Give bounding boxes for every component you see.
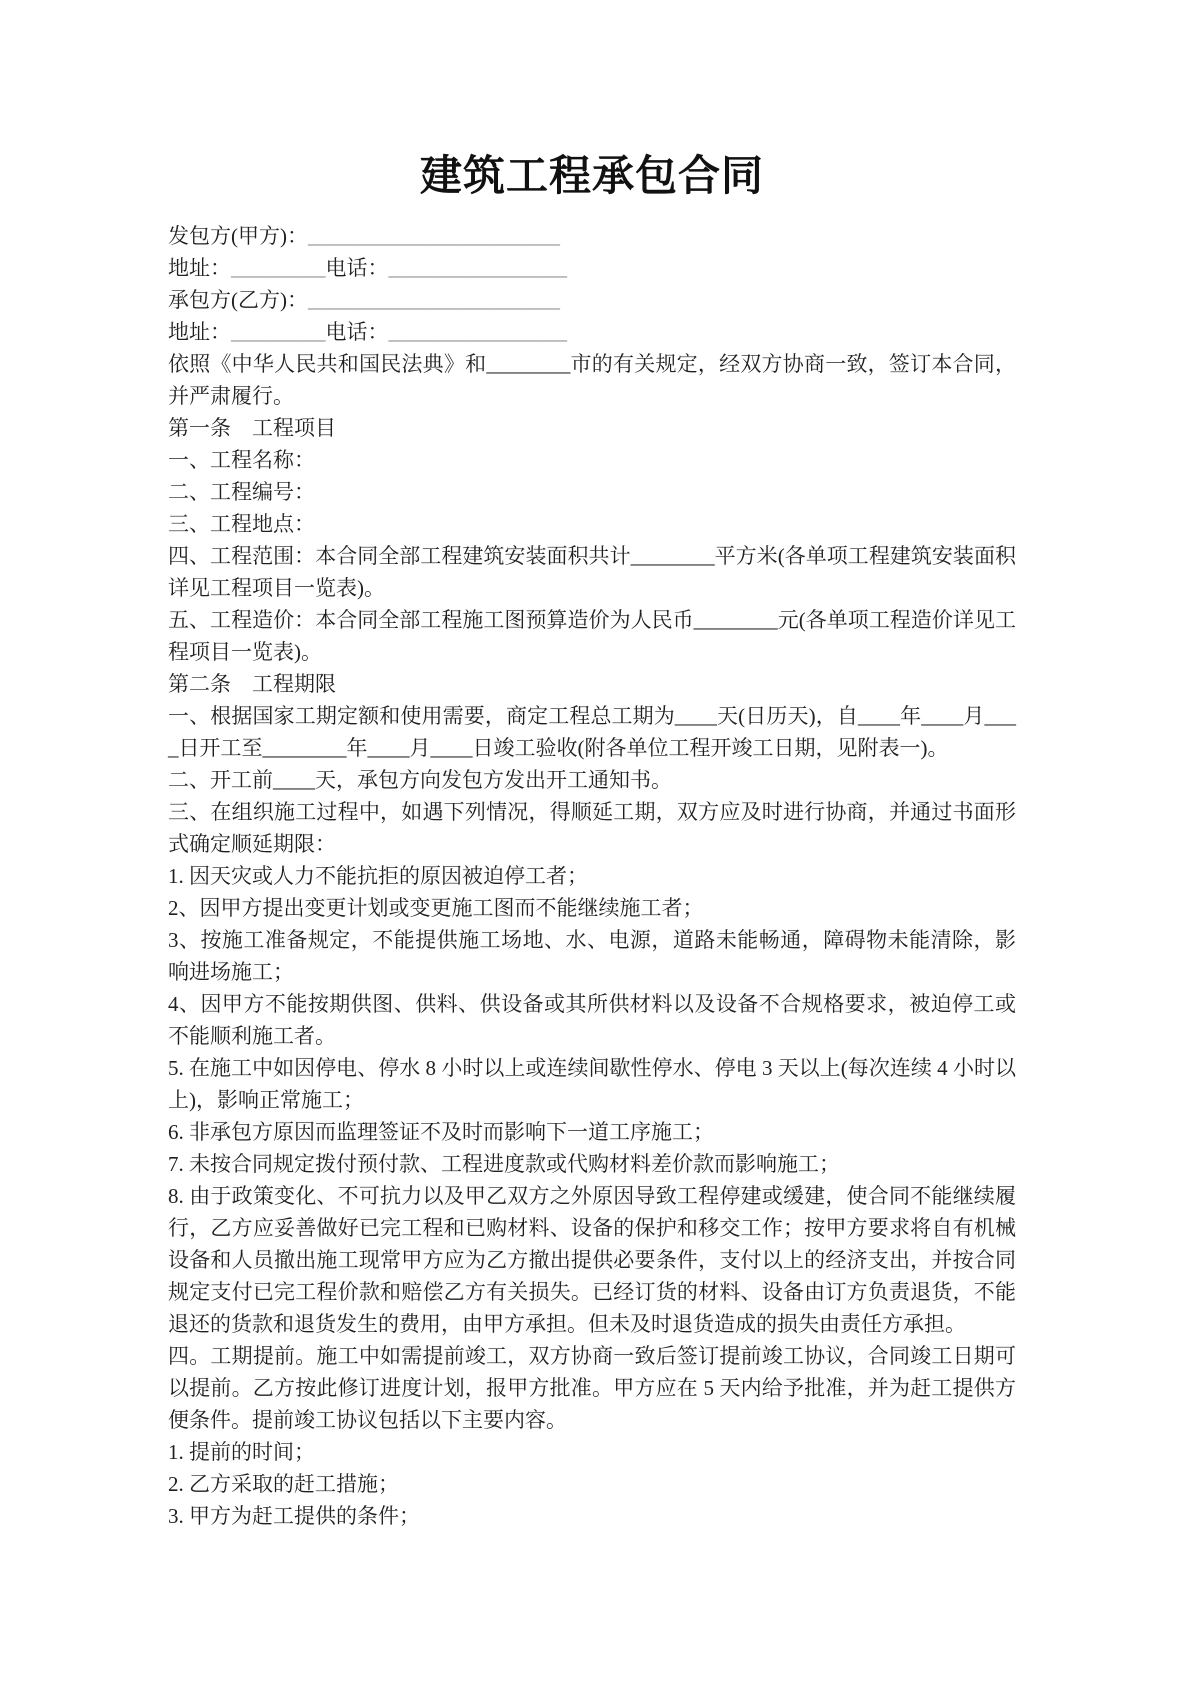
- project-cost-item: 五、工程造价：本合同全部工程施工图预算造价为人民币________元(各单项工程造价详见工程项目一览表)。: [168, 608, 1016, 664]
- delay-reason-5: 5. 在施工中如因停电、停水 8 小时以上或连续间歇性停水、停电 3 天以上(每次连续 4 小时以上)，影响正常施工；: [168, 1056, 1016, 1112]
- party-b-phone-label: 电话：: [325, 320, 389, 344]
- early-completion-sub-1: 1. 提前的时间；: [168, 1440, 315, 1464]
- delay-reason-8: 8. 由于政策变化、不可抗力以及甲乙双方之外原因导致工程停建或缓建，使合同不能继续履行，乙方应妥善做好已完工程和已购材料、设备的保护和移交工作；按甲方要求将自有机械设备和人员撤出施工现常甲方应为乙方撤出提供必要条件，支付以上的经济支出，并按合同规定支付已完工程价款和赔偿乙方有关损失。已经订货的材料、设备由订方负责退货，不能退还的货款和退货发生的费用，由甲方承担。但未及时退货造成的损失由责任方承担。: [168, 1184, 1016, 1336]
- party-a-address-blank-field: _________: [231, 256, 326, 280]
- duration-term-item: 一、根据国家工期定额和使用需要，商定工程总工期为____天(日历天)，自____年____月____日开工至________年____月____日竣工验收(附各单位工程开竣工日期，见附表一)。: [168, 704, 1016, 760]
- clause2-heading: 第二条 工程期限: [168, 672, 336, 696]
- party-b-label: 承包方(乙方)：: [168, 288, 308, 312]
- party-a-address-label: 地址：: [168, 256, 231, 280]
- project-name-item: 一、工程名称：: [168, 448, 315, 472]
- party-b-address-label: 地址：: [168, 320, 231, 344]
- party-a-phone-label: 电话：: [325, 256, 389, 280]
- party-a-line: [168, 220, 1016, 252]
- project-location-item: 三、工程地点：: [168, 512, 315, 536]
- project-number-item: 二、工程编号：: [168, 480, 315, 504]
- page-title: 建筑工程承包合同: [419, 154, 764, 200]
- early-completion-sub-3: 3. 甲方为赶工提供的条件；: [168, 1504, 420, 1528]
- delay-intro-item: 三、在组织施工过程中，如遇下列情况，得顺延工期，双方应及时进行协商，并通过书面形式确定顺延期限：: [168, 800, 1016, 856]
- clause1-heading: 第一条 工程项目: [168, 416, 336, 440]
- contract-content: [168, 148, 1016, 1532]
- party-a-label: 发包方(甲方)：: [168, 224, 308, 248]
- delay-reason-1: 1. 因天灾或人力不能抗拒的原因被迫停工者；: [168, 864, 588, 888]
- delay-reason-7: 7. 未按合同规定拨付预付款、工程进度款或代购材料差价款而影响施工；: [168, 1152, 840, 1176]
- party-b-address-blank-field: _________: [231, 320, 326, 344]
- early-completion-sub-2: 2. 乙方采取的赶工措施；: [168, 1472, 399, 1496]
- party-a-blank-field: ________________________: [308, 224, 560, 248]
- party-b-line: [168, 284, 1016, 316]
- project-scope-item: 四、工程范围：本合同全部工程建筑安装面积共计________平方米(各单项工程建筑安装面积详见工程项目一览表)。: [168, 544, 1016, 600]
- delay-reason-4: 4、因甲方不能按期供图、供料、供设备或其所供材料以及设备不合规格要求，被迫停工或不能顺利施工者。: [168, 992, 1016, 1048]
- party-a-contact-line: [168, 252, 1016, 284]
- delay-reason-2: 2、因甲方提出变更计划或变更施工图而不能继续施工者；: [168, 896, 704, 920]
- start-notice-item: 二、开工前____天，承包方向发包方发出开工通知书。: [168, 768, 672, 792]
- delay-reason-6: 6. 非承包方原因而监理签证不及时而影响下一道工序施工；: [168, 1120, 714, 1144]
- party-a-phone-blank-field: _________________: [388, 256, 567, 280]
- party-b-contact-line: [168, 316, 1016, 348]
- intro-clause: 依照《中华人民共和国民法典》和________市的有关规定，经双方协商一致，签订本合同，并严肃履行。: [168, 352, 1016, 408]
- delay-reason-3: 3、按施工准备规定，不能提供施工场地、水、电源，道路未能畅通，障碍物未能清除，影响进场施工；: [168, 928, 1016, 984]
- early-completion-item: 四。工期提前。施工中如需提前竣工，双方协商一致后签订提前竣工协议，合同竣工日期可以提前。乙方按此修订进度计划，报甲方批准。甲方应在 5 天内给予批准，并为赶工提供方便条件。提前竣工协议包括以下主要内容。: [168, 1344, 1016, 1432]
- party-b-blank-field: ________________________: [308, 288, 560, 312]
- party-b-phone-blank-field: _________________: [388, 320, 567, 344]
